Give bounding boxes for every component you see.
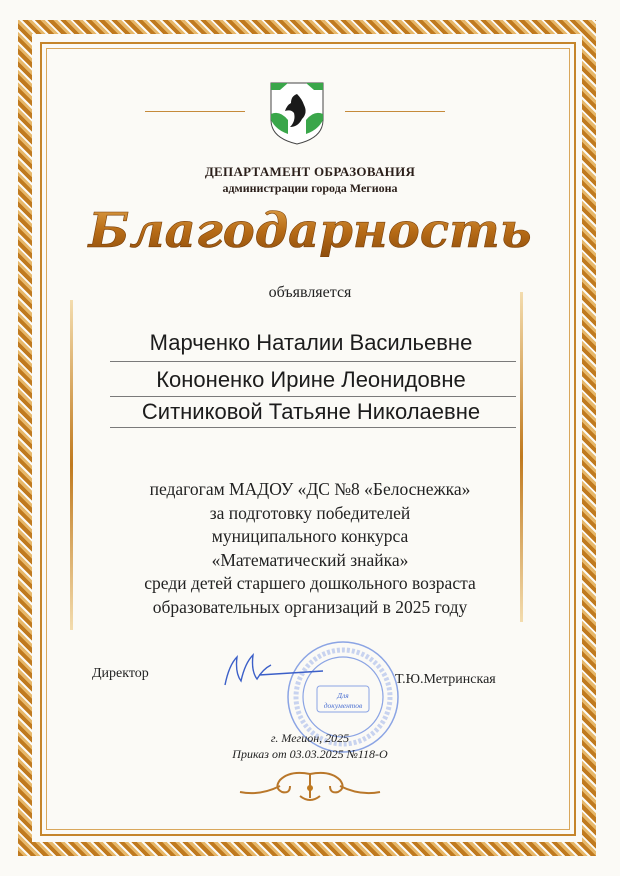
director-signature bbox=[215, 645, 325, 695]
name-underline bbox=[110, 396, 516, 397]
department-subtitle: администрации города Мегиона bbox=[222, 181, 398, 195]
certificate-body bbox=[70, 478, 550, 619]
svg-text:документов: документов bbox=[323, 701, 363, 710]
emblem-left-rule bbox=[145, 111, 245, 112]
body-line: муниципального конкурса bbox=[211, 526, 409, 546]
recipient-name: Кононенко Ирине Леонидовне bbox=[156, 367, 466, 392]
body-line: «Математический знайка» bbox=[211, 549, 409, 570]
emblem-right-rule bbox=[345, 111, 445, 112]
body-line: педагогам МАДОУ «ДС №8 «Белоснежка» bbox=[149, 479, 471, 499]
body-line: за подготовку победителей bbox=[209, 502, 411, 523]
department-title: ДЕПАРТАМЕНТ ОБРАЗОВАНИЯ bbox=[204, 164, 416, 179]
certificate-title bbox=[70, 195, 550, 265]
order-reference: Приказ от 03.03.2025 №118-О bbox=[232, 747, 388, 761]
body-line: образовательных организаций в 2025 году bbox=[152, 596, 468, 617]
director-name: Т.Ю.Метринская bbox=[395, 672, 496, 687]
announce-text: объявляется bbox=[268, 284, 352, 301]
director-label: Директор bbox=[92, 666, 149, 681]
name-underline bbox=[110, 361, 516, 362]
name-underline bbox=[110, 427, 516, 428]
svg-text:Для: Для bbox=[337, 691, 349, 700]
svg-text:Благодарность: Благодарность bbox=[88, 203, 532, 259]
bottom-ornament-icon bbox=[230, 766, 390, 806]
recipient-name: Ситниковой Татьяне Николаевне bbox=[141, 399, 481, 424]
recipient-name: Марченко Наталии Васильевне bbox=[149, 330, 473, 355]
city-year: г. Мегион, 2025 bbox=[270, 731, 350, 745]
city-emblem-icon bbox=[268, 80, 326, 146]
body-line: среди детей старшего дошкольного возраста bbox=[144, 573, 476, 593]
